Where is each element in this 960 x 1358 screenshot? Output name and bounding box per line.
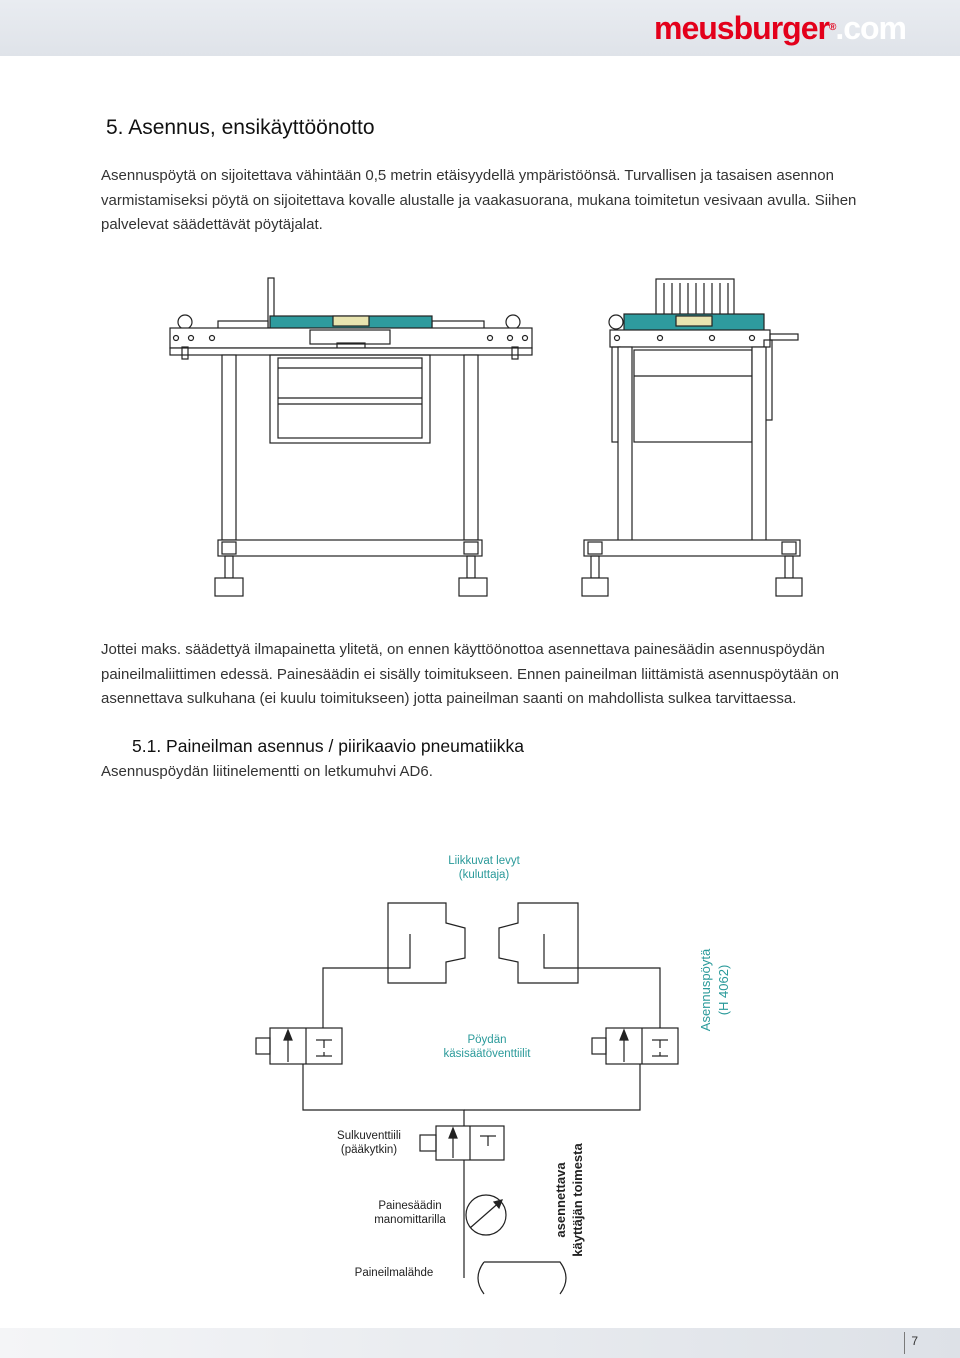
- air-line-right: [544, 934, 660, 1028]
- diagram-labels-dark: [337, 1130, 585, 1279]
- logo-brand: meusburger: [654, 10, 829, 46]
- table-front-view: [170, 278, 532, 596]
- label-shutoff-1: Sulkuventtiili: [337, 1130, 401, 1142]
- label-air-source: Paineilmalähde: [354, 1267, 434, 1279]
- label-shutoff-2: (pääkytkin): [340, 1144, 398, 1156]
- consumer-right: [499, 903, 578, 983]
- connector-paragraph: Asennuspöydän liitinelementti on letkumuhvi AD6.: [101, 763, 433, 780]
- table-side-view: [582, 279, 802, 596]
- air-source: [478, 1262, 566, 1294]
- label-regulator-2: manomittarilla: [374, 1214, 446, 1226]
- diagram-labels: [444, 855, 731, 1060]
- section-title: 5. Asennus, ensikäyttöönotto: [106, 116, 375, 139]
- logo-suffix: .com: [835, 10, 906, 46]
- air-line-left: [323, 934, 410, 1028]
- label-user-install-1: asennettava: [553, 1162, 568, 1238]
- footer-bar: [0, 1328, 960, 1358]
- label-moving-plates-2: (kuluttaja): [458, 869, 510, 881]
- air-line-left-down: [303, 1064, 464, 1126]
- consumer-left: [388, 903, 465, 983]
- pressure-paragraph: Jottei maks. säädettyä ilmapainetta ylitetä, on ennen käyttöönottoa asennettava painesäädin asennuspöydän paineilmaliittimen edessä. Painesäädin ei sisälly toimitukseen. Ennen paineilman liittämistä asennuspöytään on asennettava sulkuhana (ei kuulu toimitukseen) jotta paineilman saanti on mahdollista sulkea tarvittaessa.: [101, 641, 839, 707]
- label-user-install-2: käyttäjän toimesta: [570, 1143, 585, 1257]
- label-moving-plates-1: Liikkuvat levyt: [448, 855, 520, 867]
- subsection-title: 5.1. Paineilman asennus / piirikaavio pneumatiikka: [132, 736, 525, 756]
- label-table-valves-1: Pöydän: [467, 1034, 507, 1046]
- page-number: 7: [904, 1332, 918, 1354]
- intro-paragraph: Asennuspöytä on sijoitettava vähintään 0,5 metrin etäisyydellä ympäristöönsä. Turvallisen ja tasaisen asennon varmistamiseksi pöytä on sijoitettava kovalle alustalle ja vaakasuorana, mukana toimitetun vesivaan avulla. Siihen palvelevat säädettävät pöytäjalat.: [101, 167, 857, 233]
- label-table-valves-2: käsisäätöventtiilit: [443, 1048, 531, 1060]
- header-bar: [0, 0, 960, 56]
- pneumatic-circuit-diagram: [0, 840, 960, 1310]
- label-assembly-table-1: Asennuspöytä: [698, 948, 713, 1032]
- logo-registered: ®: [828, 22, 836, 33]
- label-assembly-table-2: (H 4062): [716, 964, 731, 1016]
- meusburger-logo: [654, 10, 906, 46]
- assembly-table-drawings: [0, 270, 960, 610]
- label-regulator-1: Painesäädin: [378, 1200, 442, 1212]
- air-line-right-down: [464, 1064, 640, 1110]
